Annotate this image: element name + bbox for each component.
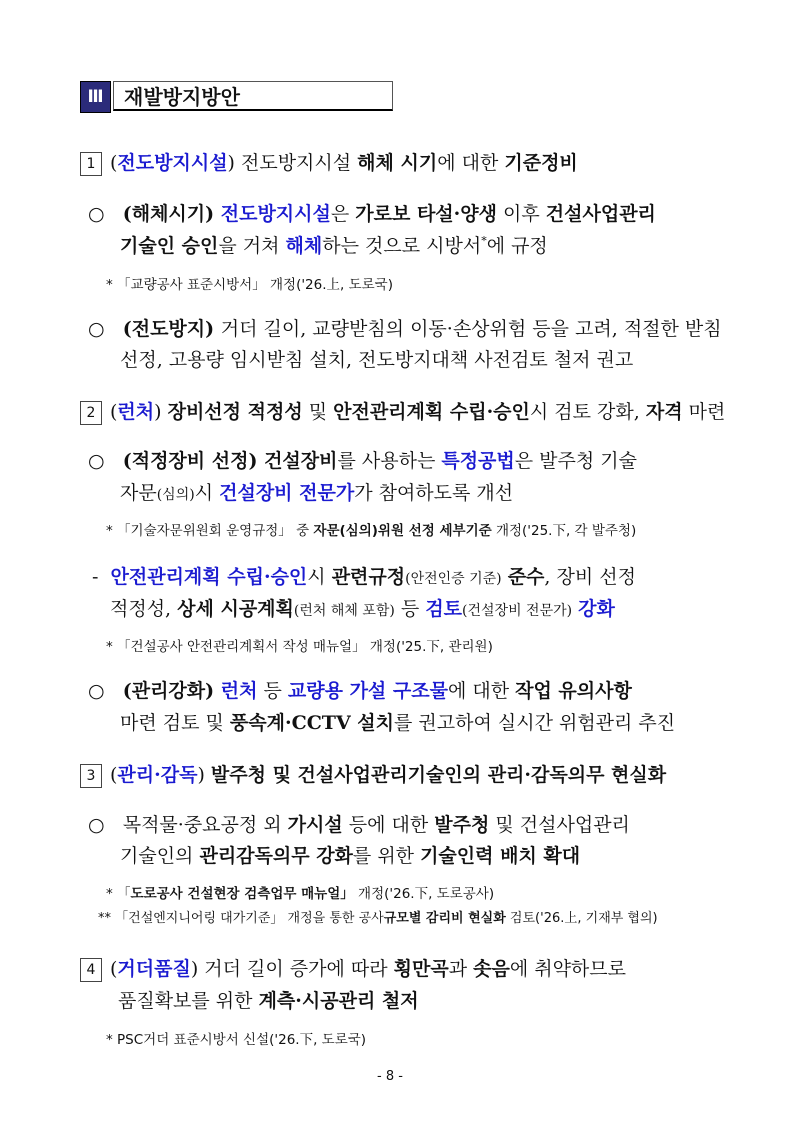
item2-heading: 2 (런처) 장비선정 적정성 및 안전관리계획 수립·승인시 검토 강화, 자격 마련: [80, 397, 725, 425]
section-title: 재발방지방안: [113, 81, 393, 111]
item4-note1: * PSC거더 표준시방서 신설('26.下, 도로국): [106, 1032, 367, 1048]
item1-note1: * 「교량공사 표준시방서」 개정('26.上, 도로국): [106, 277, 393, 293]
item1-number: 1: [80, 152, 102, 176]
item3-bullet1-line1: ○ 목적물·중요공정 외 가시설 등에 대한 발주청 및 건설사업관리: [88, 814, 630, 836]
item1-bullet2-line2: 선정, 고용량 임시받침 설치, 전도방지대책 사전검토 철저 권고: [120, 349, 634, 371]
item2-bullet1-line2: 자문(심의)시 건설장비 전문가가 참여하도록 개선: [120, 482, 514, 504]
item2-bullet1-line1: ○ (적정장비 선정) 건설장비를 사용하는 특정공법은 발주청 기술: [88, 450, 637, 472]
item4-number: 4: [80, 958, 102, 982]
item3-heading: 3 (관리·감독) 발주청 및 건설사업관리기술인의 관리·감독의무 현실화: [80, 760, 666, 788]
page-number: - 8 -: [377, 1069, 403, 1084]
item2-bullet2-line2: 마련 검토 및 풍속계·CCTV 설치를 권고하여 실시간 위험관리 추진: [120, 712, 676, 734]
item3-number: 3: [80, 764, 102, 788]
item2-dash1-line1: - 안전관리계획 수립·승인시 관련규정(안전인증 기준) 준수, 장비 선정: [92, 566, 636, 588]
section-number-box: [80, 81, 111, 113]
item3-bullet1-line2: 기술인의 관리감독의무 강화를 위한 기술인력 배치 확대: [120, 845, 581, 867]
item1-bullet1-line1: ○ (해체시기) 전도방지시설은 가로보 타설·양생 이후 건설사업관리: [88, 203, 656, 225]
item1-tag: 전도방지시설: [117, 152, 228, 174]
item1-heading: 1 (전도방지시설) 전도방지시설 해체 시기에 대한 기준정비: [80, 148, 578, 176]
item2-note1: * 「기술자문위원회 운영규정」 중 자문(심의)위원 선정 세부기준 개정('25.下, 각 발주청): [106, 523, 637, 539]
item2-number: 2: [80, 401, 102, 425]
item2-note2: * 「건설공사 안전관리계획서 작성 매뉴얼」 개정('25.下, 관리원): [106, 639, 493, 655]
item1-bullet2-line1: ○ (전도방지) 거더 길이, 교량받침의 이동·손상위험 등을 고려, 적절한 받침: [88, 318, 722, 340]
item1-bullet1-line2: 기술인 승인을 거쳐 해체하는 것으로 시방서*에 규정: [120, 234, 548, 257]
item4-heading-line1: 4 (거더품질) 거더 길이 증가에 따라 횡만곡과 솟음에 취약하므로: [80, 954, 626, 982]
section-number: Ⅲ: [87, 87, 104, 107]
item3-note1: * 「도로공사 건설현장 검측업무 매뉴얼」 개정('26.下, 도로공사): [106, 886, 495, 902]
item2-bullet2-line1: ○ (관리강화) 런처 등 교량용 가설 구조물에 대한 작업 유의사항: [88, 680, 632, 702]
item3-note2: ** 「건설엔지니어링 대가기준」 개정을 통한 공사규모별 감리비 현실화 검토('26.上, 기재부 협의): [98, 911, 658, 926]
item2-dash1-line2: 적정성, 상세 시공계획(런처 해체 포함) 등 검토(건설장비 전문가) 강화: [110, 598, 615, 620]
item4-heading-line2: 품질확보를 위한 계측·시공관리 철저: [118, 990, 419, 1012]
